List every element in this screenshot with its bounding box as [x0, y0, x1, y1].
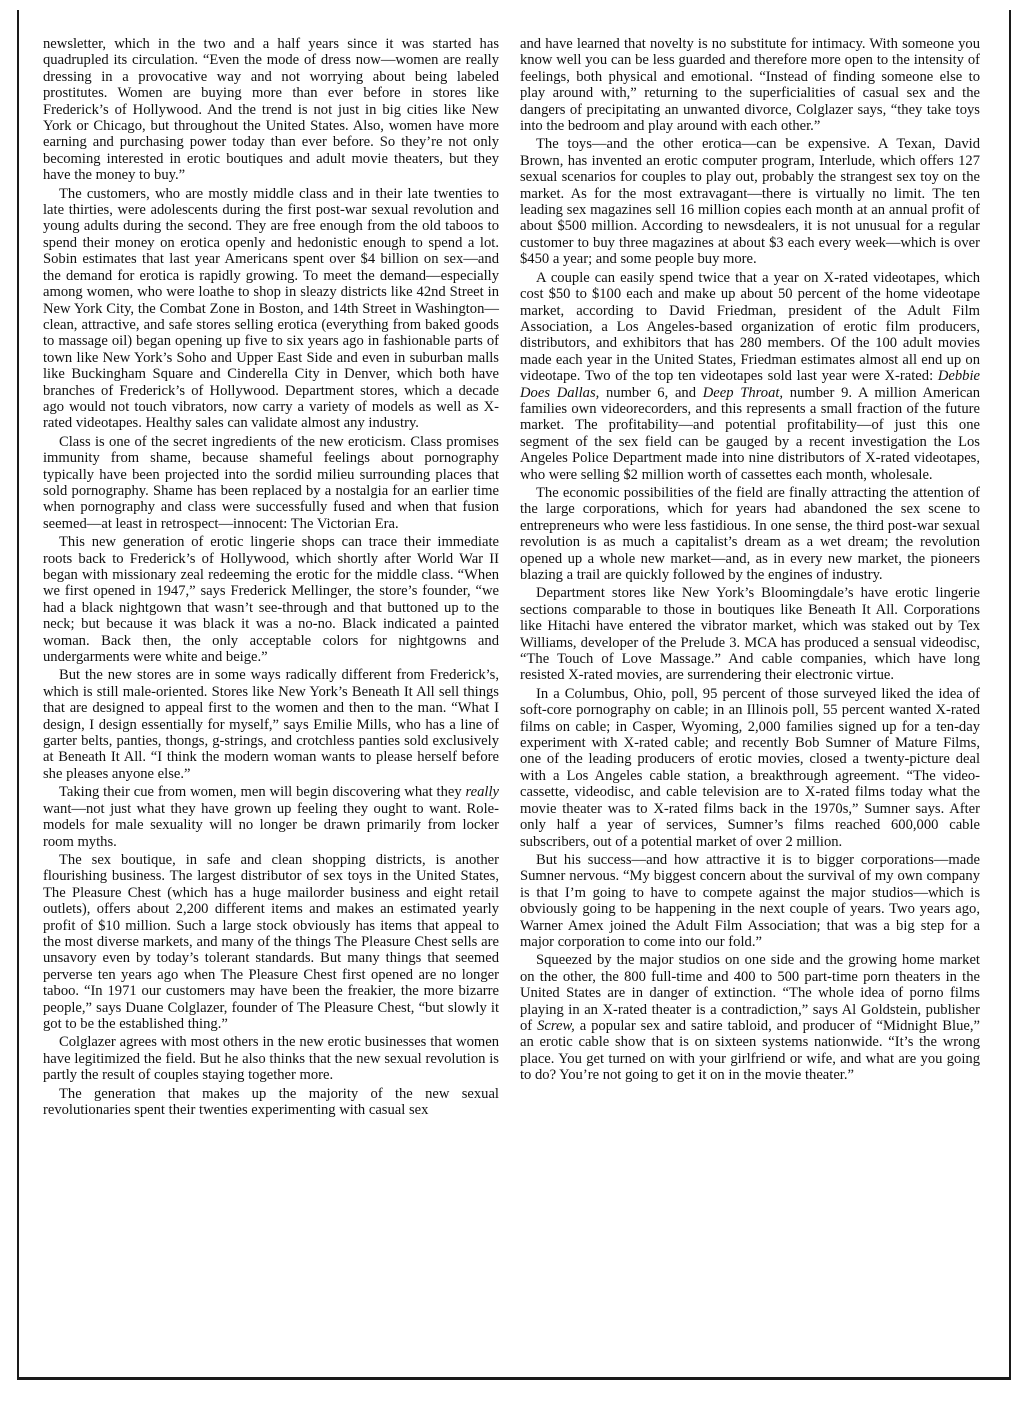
- text-span: want—not just what they have grown up feeling they ought to want. Role-models for male sexuality will no longer be drawn primarily from locker room myths.: [43, 800, 499, 850]
- right-paragraph-4: The economic possibilities of the field are finally attracting the attention of the large corporations, which for years had abandoned the sex scene to entrepreneurs who were less fastidious. In one sense, the third post-war sexual revolution is as much a capitalist’s dream as a wet dream; the revolution opened up a whole new market—and, as in every new market, the pioneers blazing a trail are quickly followed by the engines of industry.: [520, 484, 980, 583]
- text-span: Taking their cue from women, men will begin discovering what they: [59, 784, 466, 801]
- right-paragraph-1: and have learned that novelty is no substitute for intimacy. With someone you know well you can be less guarded and therefore more open to the intensity of feelings, both physical and emotional. “Instead of finding someone else to play around with,” returning to the superficialities of casual sex and the dangers of precipitating an unwanted divorce, Colglazer says, “they take toys into the bedroom and play around with each other.”: [520, 36, 980, 135]
- left-paragraph-1: newsletter, which in the two and a half years since it was started has quadrupled its circulation. “Even the mode of dress now—women are really dressing in a provocative way and not worrying about being labeled prostitutes. Women are buying more than ever before in stores like Frederick’s of Hollywood. And the trend is not just in big cities like New York or Chicago, but throughout the United States. Also, women have more earning and purchasing power today than ever before. So they’re not only becoming interested in erotic boutiques and adult movie theaters, but they have the money to buy.”: [43, 36, 499, 184]
- right-paragraph-8: [520, 952, 980, 1083]
- right-paragraph-5: Department stores like New York’s Bloomingdale’s have erotic lingerie sections comparable to those in boutiques like Beneath It All. Corporations like Hitachi have entered the vibrator market, which was staked out by Tex Williams, developer of the Prelude 3. MCA has produced a sensual videodisc, “The Touch of Love Massage.” And cable companies, which have long resisted X-rated movies, are surrendering their electronic virtue.: [520, 585, 980, 684]
- left-paragraph-8: Colglazer agrees with most others in the new erotic businesses that women have legitimized the field. But he also thinks that the new sexual revolution is partly the result of couples staying together more.: [43, 1034, 499, 1084]
- emphasis-really: really: [465, 784, 499, 801]
- right-column: [520, 36, 980, 1084]
- left-column: [43, 36, 499, 1118]
- right-paragraph-2: The toys—and the other erotica—can be expensive. A Texan, David Brown, has invented an erotic computer program, Interlude, which offers 127 sexual scenarios for couples to play out, probably the strangest sex toy on the market. As for the most extravagant—there is virtually no limit. The ten leading sex magazines sell 16 million copies each month at an annual profit of about $500 million. According to newsdealers, it is not unusual for a regular customer to buy three magazines at about $3 each every week—which is over $450 a year; and some people buy more.: [520, 136, 980, 268]
- text-span: number 9. A million American families own videorecorders, and this represents a small fraction of the future market. The profitability—and potential profitability—of just this one segment of the sex field can be gauged by a recent investigation the Los Angeles Police Department made into nine distributors of X-rated videotapes, who were selling $2 million worth of cassettes each month, wholesale.: [520, 384, 980, 483]
- left-paragraph-2: The customers, who are mostly middle class and in their late twenties to late thirties, were adolescents during the first post-war sexual revolution and young adults during the second. They are free enough from the old taboos to spend their money on erotica openly and hedonistic enough to spend a lot. Sobin estimates that last year Americans spent over $4 billion on sex—and the demand for erotica is rapidly growing. To meet the demand—especially among women, who were loathe to shop in sleazy districts like 42nd Street in New York City, the Combat Zone in Boston, and 14th Street in Washington—clean, attractive, and safe stores selling erotica (everything from baked goods to massage oil) began opening up five to six years ago in fashionable parts of town like New York’s Soho and Upper East Side and even in suburban malls like Buckingham Square and Cinderella City in Denver, which both have branches of Frederick’s of Hollywood. Department stores, which a decade ago would not touch vibrators, now carry a variety of models as well as X-rated videotapes. Healthy sales can validate almost any industry.: [43, 185, 499, 432]
- left-paragraph-6: [43, 784, 499, 850]
- text-span: Squeezed by the major studios on one side and the growing home market on the other, the 800 full-time and 400 to 500 part-time porn theaters in the United States are in danger of extinction. “The whole idea of porno films playing in an X-rated theater is a contradiction,” says Al Goldstein, publisher of: [520, 952, 980, 1034]
- right-paragraph-3: [520, 270, 980, 483]
- film-title-deep-throat: Deep Throat,: [702, 384, 784, 401]
- left-paragraph-9: The generation that makes up the majority of the new sexual revolutionaries spent their twenties experimenting with casual sex: [43, 1085, 499, 1118]
- right-paragraph-6: In a Columbus, Ohio, poll, 95 percent of those surveyed liked the idea of soft-core pornography on cable; in an Illinois poll, 55 percent wanted X-rated films on cable; in Casper, Wyoming, 2,000 families signed up for a ten-day experiment with X-rated cable; and recently Bob Sumner of Mature Films, one of the leading producers of erotic movies, closed a twenty-picture deal with a Los Angeles cable station, a breakthrough agreement. “The video-cassette, videodisc, and cable television are to X-rated films today what the movie theater was to X-rated films back in the 1970s,” Sumner says. After only half a year of services, Sumner’s films reached 600,000 cable subscribers, out of a potential market of over 2 million.: [520, 685, 980, 850]
- text-span: A couple can easily spend twice that a year on X-rated videotapes, which cost $50 to $100 each and make up about 50 percent of the home videotape market, according to David Friedman, president of the Adult Film Association, a Los Angeles-based organization of erotic film producers, distributors, and exhibitors that has 280 members. Of the 100 adult movies made each year in the United States, Friedman estimates almost all end up on videotape. Two of the top ten videotapes sold last year were X-rated:: [520, 269, 980, 385]
- left-paragraph-7: The sex boutique, in safe and clean shopping districts, is another flourishing business. The largest distributor of sex toys in the United States, The Pleasure Chest (which has a huge mailorder business and eight retail outlets), offers about 2,200 different items and makes an estimated yearly profit of $10 million. Such a large stock obviously has items that appeal to the most diverse markets, and many of the things The Pleasure Chest sells are unsavory even by today’s tolerant standards. But many things that seemed perverse ten years ago when The Pleasure Chest first opened are no longer taboo. “In 1971 our customers may have been the freakier, the more bizarre people,” says Duane Colglazer, founder of The Pleasure Chest, “but slowly it got to be the established thing.”: [43, 851, 499, 1032]
- publication-title-screw: Screw,: [537, 1017, 575, 1034]
- left-paragraph-4: This new generation of erotic lingerie shops can trace their immediate roots back to Frederick’s of Hollywood, which shortly after World War II began with missionary zeal redeeming the erotic for the middle class. “When we first opened in 1947,” says Frederick Mellinger, the store’s founder, “we had a black nightgown that wasn’t see-through and that buttoned up to the neck; but because it was black it was a no-no. Black indicated a painted woman. Back then, the only acceptable colors for nightgowns and undergarments were white and beige.”: [43, 534, 499, 666]
- right-paragraph-7: But his success—and how attractive it is to bigger corporations—made Sumner nervous. “My biggest concern about the survival of my own company is that I’m going to have to compete against the major studios—which is obviously going to be happening in the next couple of years. Two years ago, Warner Amex joined the Adult Film Association; that was a big step for a major corporation to come into our fold.”: [520, 851, 980, 950]
- text-span: a popular sex and satire tabloid, and producer of “Midnight Blue,” an erotic cable show that is on sixteen systems nationwide. “It’s the wrong place. You get turned on with your girlfriend or wife, and what are you going to do? You’re not going to get it on in the movie theater.”: [520, 1017, 980, 1084]
- left-paragraph-5: But the new stores are in some ways radically different from Frederick’s, which is still male-oriented. Stores like New York’s Beneath It All sell things that are designed to appeal first to the women and then to the man. “What I design, I design essentially for myself,” says Emilie Mills, who has a line of garter belts, panties, thongs, g-strings, and crotchless panties sold exclusively at Beneath It All. “I think the modern woman wants to please herself before she pleases anyone else.”: [43, 667, 499, 782]
- left-paragraph-3: Class is one of the secret ingredients of the new eroticism. Class promises immunity from shame, because shameful feelings about pornography typically have been projected into the sordid milieu surrounding places that sold pornography. Shame has been replaced by a nostalgia for an earlier time when pornography and class were successfully fused and when that fusion seemed—at least in retrospect—innocent: The Victorian Era.: [43, 433, 499, 532]
- film-title-debbie-does-dallas: Debbie Does Dallas,: [520, 368, 980, 401]
- text-span: number 6, and: [599, 384, 703, 401]
